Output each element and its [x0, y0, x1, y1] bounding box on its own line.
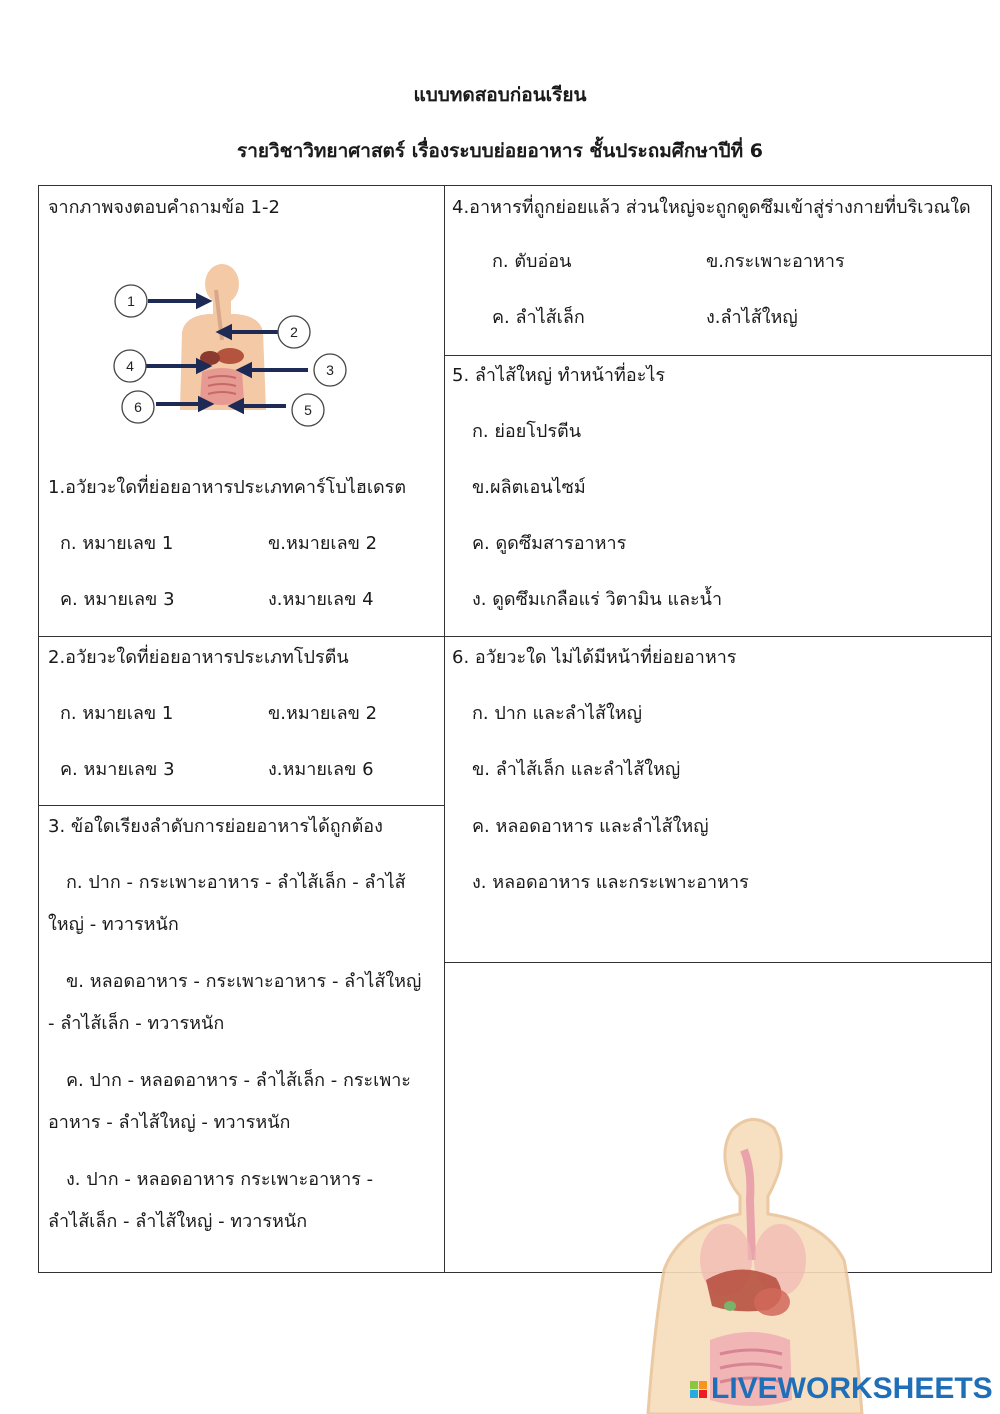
brand-name: LIVEWORKSHEETS	[711, 1372, 993, 1405]
q5-question: 5. ลำไส้ใหญ่ ทำหน้าที่อะไร	[452, 365, 666, 386]
worksheet-title: แบบทดสอบก่อนเรียน	[413, 84, 587, 106]
q2-question: 2.อวัยวะใดที่ย่อยอาหารประเภทโปรตีน	[48, 647, 349, 668]
cell-q6	[444, 636, 992, 963]
label-2: 2	[290, 324, 298, 340]
q4-option-a[interactable]: ก. ตับอ่อน	[492, 251, 572, 272]
q3-option-a-line2[interactable]: ใหญ่ - ทวารหนัก	[48, 914, 179, 935]
q3-option-c-line1[interactable]: ค. ปาก - หลอดอาหาร - ลำไส้เล็ก - กระเพาะ	[66, 1070, 411, 1091]
q4-option-d[interactable]: ง.ลำไส้ใหญ่	[706, 307, 798, 328]
q5-option-a[interactable]: ก. ย่อยโปรตีน	[472, 421, 582, 442]
q1-question: 1.อวัยวะใดที่ย่อยอาหารประเภทคาร์โบไฮเดรต	[48, 477, 407, 498]
q3-option-d-line2[interactable]: ลำไส้เล็ก - ลำไส้ใหญ่ - ทวารหนัก	[48, 1211, 308, 1232]
q2-option-a[interactable]: ก. หมายเลข 1	[60, 703, 174, 724]
worksheet-subtitle: รายวิชาวิทยาศาสตร์ เรื่องระบบย่อยอาหาร ชั้นประถมศึกษาปีที่ 6	[237, 140, 763, 162]
q6-option-d[interactable]: ง. หลอดอาหาร และกระเพาะอาหาร	[472, 872, 749, 893]
q3-option-c-line2[interactable]: อาหาร - ลำไส้ใหญ่ - ทวารหนัก	[48, 1112, 291, 1133]
q6-option-a[interactable]: ก. ปาก และลำไส้ใหญ่	[472, 703, 642, 724]
q1-option-a[interactable]: ก. หมายเลข 1	[60, 533, 174, 554]
q4-question: 4.อาหารที่ถูกย่อยแล้ว ส่วนใหญ่จะถูกดูดซึมเข้าสู่ร่างกายที่บริเวณใด	[452, 197, 971, 218]
q2-option-b[interactable]: ข.หมายเลข 2	[268, 703, 378, 724]
brand-squares-icon	[690, 1381, 707, 1398]
intro-text: จากภาพจงตอบคำถามข้อ 1-2	[48, 197, 280, 218]
label-1: 1	[127, 293, 135, 309]
label-5: 5	[304, 402, 312, 418]
q1-option-d[interactable]: ง.หมายเลข 4	[268, 589, 374, 610]
q1-option-c[interactable]: ค. หมายเลข 3	[60, 589, 175, 610]
q6-question: 6. อวัยวะใด ไม่ได้มีหน้าที่ย่อยอาหาร	[452, 647, 737, 668]
digestive-diagram	[110, 260, 350, 430]
q2-option-d[interactable]: ง.หมายเลข 6	[268, 759, 374, 780]
q5-option-b[interactable]: ข.ผลิตเอนไซม์	[472, 477, 586, 498]
q4-option-b[interactable]: ข.กระเพาะอาหาร	[706, 251, 845, 272]
body-illustration	[640, 1110, 870, 1414]
q1-option-b[interactable]: ข.หมายเลข 2	[268, 533, 378, 554]
q3-question: 3. ข้อใดเรียงลำดับการย่อยอาหารได้ถูกต้อง	[48, 816, 383, 837]
q6-option-b[interactable]: ข. ลำไส้เล็ก และลำไส้ใหญ่	[472, 759, 681, 780]
q5-option-c[interactable]: ค. ดูดซึมสารอาหาร	[472, 533, 627, 554]
q3-option-a-line1[interactable]: ก. ปาก - กระเพาะอาหาร - ลำไส้เล็ก - ลำไส้	[66, 872, 406, 893]
label-3: 3	[326, 362, 334, 378]
q3-option-b-line1[interactable]: ข. หลอดอาหาร - กระเพาะอาหาร - ลำไส้ใหญ่	[66, 971, 422, 992]
label-4: 4	[126, 358, 134, 374]
q5-option-d[interactable]: ง. ดูดซึมเกลือแร่ วิตามิน และน้ำ	[472, 589, 723, 610]
q3-option-d-line1[interactable]: ง. ปาก - หลอดอาหาร กระเพาะอาหาร -	[66, 1169, 374, 1190]
liveworksheets-logo[interactable]	[690, 1372, 993, 1406]
q3-option-b-line2[interactable]: - ลำไส้เล็ก - ทวารหนัก	[48, 1013, 225, 1034]
q2-option-c[interactable]: ค. หมายเลข 3	[60, 759, 175, 780]
q4-option-c[interactable]: ค. ลำไส้เล็ก	[492, 307, 585, 328]
torso-figure	[180, 264, 266, 410]
q6-option-c[interactable]: ค. หลอดอาหาร และลำไส้ใหญ่	[472, 816, 709, 837]
label-6: 6	[134, 399, 142, 415]
